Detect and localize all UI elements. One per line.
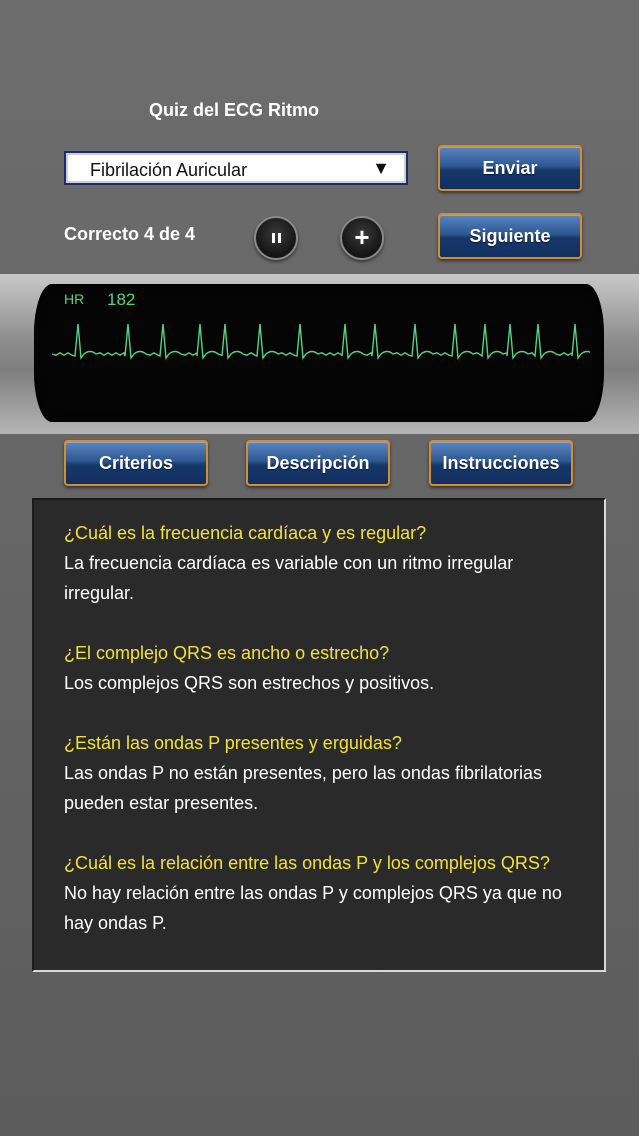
zoom-in-button[interactable] xyxy=(340,216,384,260)
criteria-item xyxy=(64,638,574,698)
criteria-item xyxy=(64,848,574,938)
ecg-trace xyxy=(50,318,590,368)
criteria-tab-button[interactable]: Criterios xyxy=(64,440,208,486)
description-tab-button[interactable]: Descripción xyxy=(246,440,390,486)
next-button[interactable]: Siguiente xyxy=(438,213,582,259)
criteria-item xyxy=(64,518,574,608)
page-title: Quiz del ECG Ritmo xyxy=(148,100,319,120)
criteria-panel xyxy=(32,498,606,972)
criteria-answer: La frecuencia cardíaca es variable con un ritmo irregular irregular. xyxy=(64,553,514,603)
submit-button[interactable]: Enviar xyxy=(438,145,582,191)
rhythm-select[interactable] xyxy=(64,151,408,185)
criteria-item xyxy=(64,728,574,818)
dropdown-arrow-icon: ▼ xyxy=(372,158,390,178)
hr-value: 182 xyxy=(107,290,136,309)
score-text: Correcto 4 de 4 xyxy=(64,224,196,244)
criteria-answer: No hay relación entre las ondas P y complejos QRS ya que no hay ondas P. xyxy=(64,883,562,933)
pause-button[interactable] xyxy=(254,216,298,260)
plus-icon: + xyxy=(354,222,370,252)
criteria-question: ¿Cuál es la relación entre las ondas P y los complejos QRS? xyxy=(64,853,550,873)
criteria-question: ¿Están las ondas P presentes y erguidas? xyxy=(64,733,402,753)
pause-icon xyxy=(272,233,281,243)
criteria-question: ¿Cuál es la frecuencia cardíaca y es regular? xyxy=(64,523,427,543)
criteria-question: ¿El complejo QRS es ancho o estrecho? xyxy=(64,643,390,663)
instructions-tab-button[interactable]: Instrucciones xyxy=(429,440,573,486)
criteria-answer: Las ondas P no están presentes, pero las ondas fibrilatorias pueden estar presentes. xyxy=(64,763,542,813)
hr-label: HR xyxy=(64,291,85,307)
criteria-answer: Los complejos QRS son estrechos y positivos. xyxy=(64,673,435,693)
rhythm-select-value: Fibrilación Auricular xyxy=(90,160,248,180)
